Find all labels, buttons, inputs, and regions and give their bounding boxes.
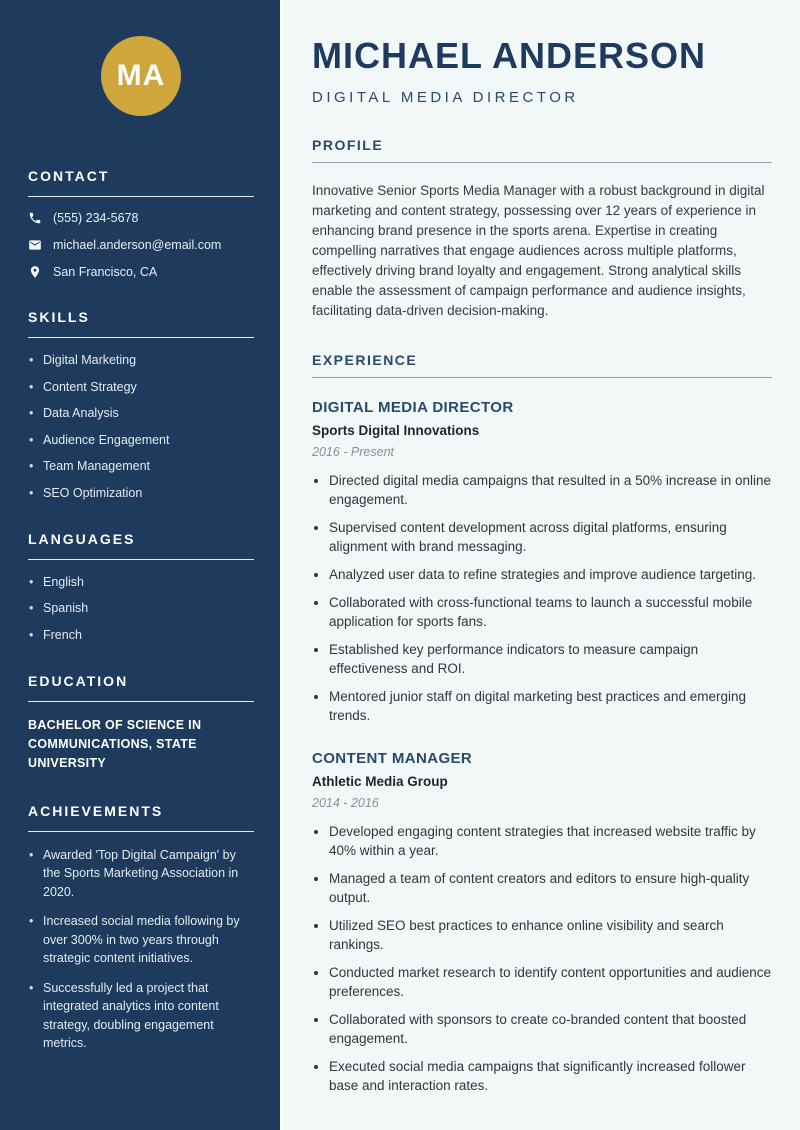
contact-section [28, 168, 254, 279]
job-bullets [312, 822, 772, 1095]
job-bullets [312, 471, 772, 725]
skills-list [28, 352, 254, 501]
achievements-list [28, 846, 254, 1053]
languages-section [28, 531, 254, 643]
job-bullet-item: • Conducted market research to identify content opportunities and audience preferences. [329, 963, 772, 1001]
sidebar [0, 0, 280, 1130]
job-dates: 2014 - 2016 [312, 795, 379, 810]
skill-item: • Audience Engagement [28, 432, 254, 448]
language-item: • French [28, 627, 254, 643]
job-company: Athletic Media Group [312, 773, 448, 789]
achievements-section [28, 803, 254, 1053]
contact-heading: CONTACT [28, 168, 254, 197]
job-bullet-item: • Supervised content development across digital platforms, ensuring alignment with brand messaging. [329, 518, 772, 556]
job-bullet-item: • Developed engaging content strategies that increased website traffic by 40% within a year. [329, 822, 772, 860]
job-title: DIGITAL MEDIA DIRECTOR [312, 398, 514, 416]
skills-heading: SKILLS [28, 309, 254, 338]
languages-list [28, 574, 254, 643]
job-bullet-item: • Analyzed user data to refine strategies and improve audience targeting. [329, 565, 772, 584]
job-dates: 2016 - Present [312, 444, 394, 459]
profile-heading: PROFILE [312, 137, 772, 163]
person-name: MICHAEL ANDERSON [312, 35, 707, 76]
main-content [280, 0, 800, 1130]
job-entry [312, 399, 772, 725]
job-bullet-item: • Managed a team of content creators and editors to ensure high-quality output. [329, 869, 772, 907]
job-bullet-item: • Established key performance indicators to measure campaign effectiveness and ROI. [329, 640, 772, 678]
skill-item: • Data Analysis [28, 405, 254, 421]
degree-text: BACHELOR OF SCIENCE IN COMMUNICATIONS, STATE UNIVERSITY [28, 717, 202, 770]
phone-number: (555) 234-5678 [53, 211, 139, 225]
education-heading: EDUCATION [28, 673, 254, 702]
job-bullet-item: • Collaborated with cross-functional teams to launch a successful mobile application for sports fans. [329, 593, 772, 631]
contact-email-row [28, 238, 254, 252]
contact-location-row [28, 265, 254, 279]
achievement-item: • Successfully led a project that integrated analytics into content strategy, doubling engagement metrics. [28, 979, 254, 1053]
email-icon [28, 238, 42, 252]
language-item: • Spanish [28, 600, 254, 616]
skill-item: • Team Management [28, 458, 254, 474]
job-bullet-item: • Directed digital media campaigns that resulted in a 50% increase in online engagement. [329, 471, 772, 509]
skill-item: • Content Strategy [28, 379, 254, 395]
job-bullet-item: • Collaborated with sponsors to create co-branded content that boosted engagement. [329, 1010, 772, 1048]
skills-section [28, 309, 254, 501]
languages-heading: LANGUAGES [28, 531, 254, 560]
job-bullet-item: • Executed social media campaigns that significantly increased follower base and interaction rates. [329, 1057, 772, 1095]
job-bullet-item: • Utilized SEO best practices to enhance online visibility and search rankings. [329, 916, 772, 954]
location-pin-icon [28, 265, 42, 279]
profile-text: Innovative Senior Sports Media Manager with a robust background in digital marketing and content strategy, possessing over 12 years of experience in enhancing brand presence in the sports arena. Expertise in creating compelling narratives that engage audiences across multiple platforms, effectively driving brand loyalty and engagement. Strong analytical skills enable the assessment of campaign performance and audience insights, facilitating data-driven decision-making. [312, 182, 765, 318]
person-role: DIGITAL MEDIA DIRECTOR [312, 88, 579, 106]
email-address: michael.anderson@email.com [53, 238, 222, 252]
skill-item: • Digital Marketing [28, 352, 254, 368]
avatar-initials: MA [116, 59, 166, 92]
skill-item: • SEO Optimization [28, 485, 254, 501]
education-section [28, 673, 254, 773]
job-company: Sports Digital Innovations [312, 422, 480, 438]
avatar [101, 36, 181, 116]
job-title: CONTENT MANAGER [312, 749, 473, 767]
job-bullet-item: • Mentored junior staff on digital marketing best practices and emerging trends. [329, 687, 772, 725]
location-text: San Francisco, CA [53, 265, 158, 279]
experience-heading: EXPERIENCE [312, 352, 772, 378]
achievements-heading: ACHIEVEMENTS [28, 803, 254, 832]
achievement-item: • Awarded 'Top Digital Campaign' by the Sports Marketing Association in 2020. [28, 846, 254, 902]
job-entry [312, 750, 772, 1095]
language-item: • English [28, 574, 254, 590]
contact-phone-row [28, 211, 254, 225]
achievement-item: • Increased social media following by over 300% in two years through strategic content initiatives. [28, 912, 254, 968]
phone-icon [28, 211, 42, 225]
